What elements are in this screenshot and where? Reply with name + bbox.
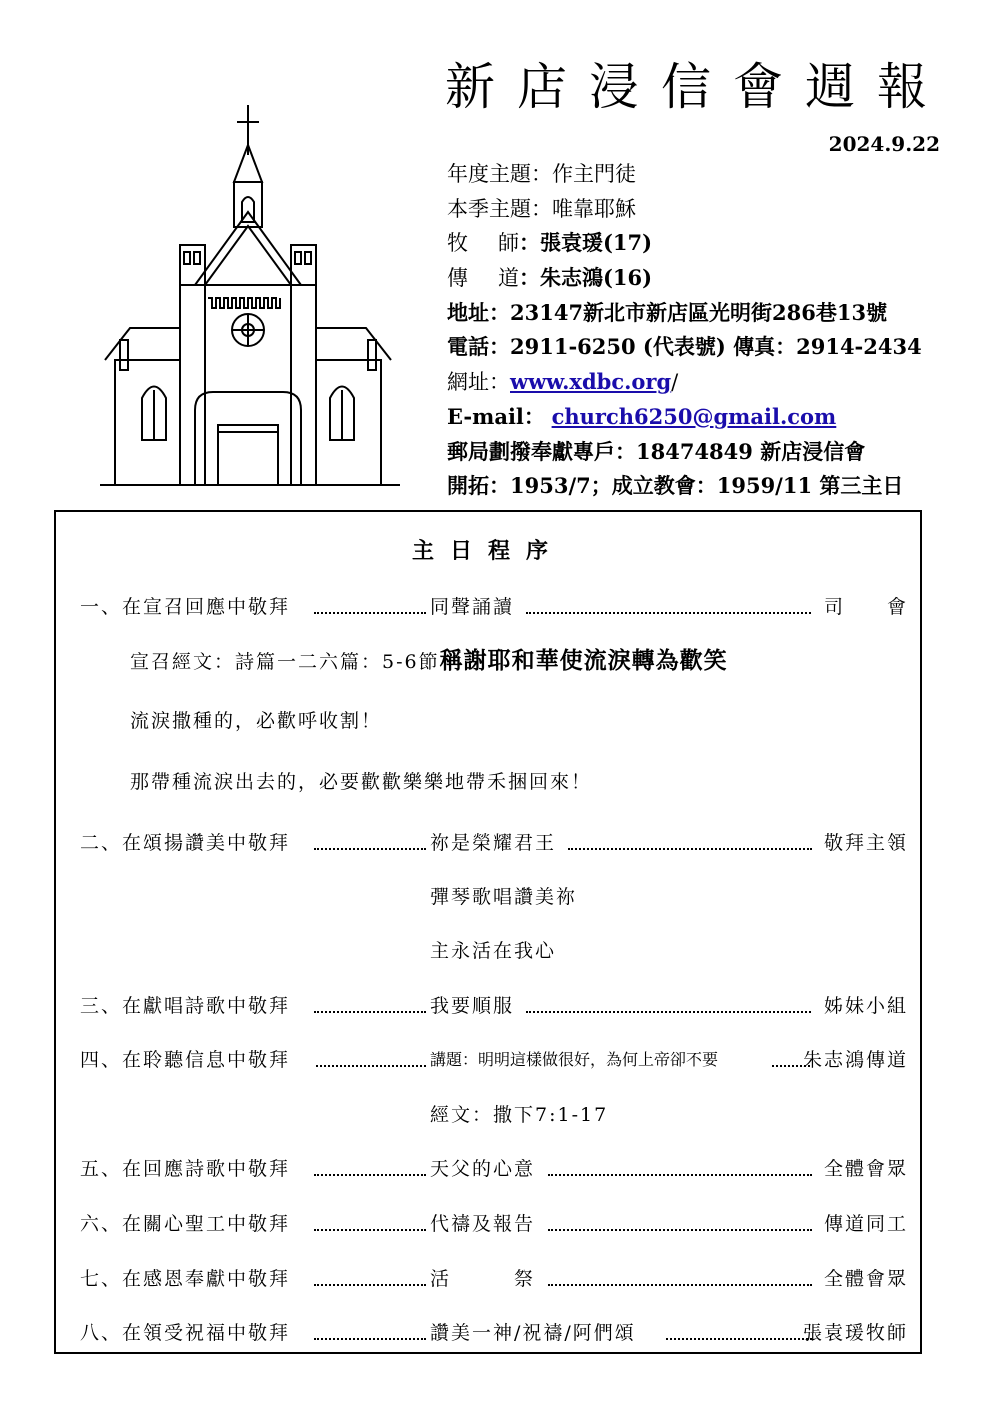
item-content: 天父的心意: [430, 1158, 536, 1180]
dot-leader: [314, 1209, 426, 1231]
website-link[interactable]: www.xdbc.org: [510, 369, 672, 395]
founding-info: 開拓：1953/7；成立教會：1959/11 第三主日: [447, 473, 904, 499]
pastor-label: 牧師: [447, 231, 519, 256]
program-item: [80, 1209, 908, 1239]
annual-theme: 作主門徒: [552, 162, 636, 186]
postal-account: 郵局劃撥奉獻專戶：18474849 新店浸信會: [447, 438, 866, 464]
item-leader: 朱志鴻傳道: [802, 1049, 908, 1071]
call-scripture: [130, 646, 728, 676]
verse-line-2: 那帶種流淚出去的，必要歡歡樂樂地帶禾捆回來！: [130, 771, 593, 793]
address: 地址：23147新北市新店區光明街286巷13號: [447, 299, 888, 325]
program-item: [80, 991, 908, 1021]
dot-leader: [548, 1209, 812, 1231]
program-item: [80, 1154, 908, 1184]
item-content: 同聲誦讀: [430, 596, 515, 618]
preacher-name: ：朱志鴻(16): [519, 265, 653, 291]
dot-leader: [526, 991, 811, 1013]
season-theme: 唯靠耶穌: [552, 196, 636, 221]
pastor-row: [447, 226, 922, 261]
email-label: E-mail：: [447, 403, 545, 429]
item-leader: 全體會眾: [823, 1158, 908, 1180]
email-row: [447, 400, 922, 435]
dot-leader: [548, 1154, 812, 1176]
dot-leader: [548, 1264, 812, 1286]
item-leader: 姊妹小組: [823, 995, 908, 1017]
dot-leader: [526, 592, 811, 614]
annual-theme-row: [447, 157, 922, 192]
church-illustration: [100, 100, 400, 490]
program-item: [80, 1264, 908, 1294]
email-link[interactable]: church6250@gmail.com: [551, 403, 837, 429]
item-leader: 敬拜主領: [823, 832, 908, 854]
dot-leader: [314, 1318, 426, 1340]
website-label: 網址：: [447, 370, 510, 395]
season-theme-label: 本季主題：: [447, 196, 552, 221]
church-info: [447, 157, 922, 504]
item-title: 三、在獻唱詩歌中敬拜: [80, 995, 291, 1017]
item-leader: 全體會眾: [823, 1268, 908, 1290]
dot-leader: [314, 1154, 426, 1176]
preacher-row: [447, 261, 922, 296]
dot-leader: [568, 828, 812, 850]
dot-leader: [316, 1045, 426, 1067]
item-content: 讚美一神/祝禱/阿們頌: [430, 1322, 636, 1344]
phone-fax: 電話：2911-6250 (代表號) 傳真：2914-2434: [447, 334, 922, 360]
bulletin-title: 新店浸信會週報: [445, 58, 949, 116]
dot-leader: [314, 991, 426, 1013]
item-title: 八、在領受祝福中敬拜: [80, 1322, 291, 1344]
dot-leader: [666, 1318, 812, 1340]
sermon-scripture: 經文：撒下7:1-17: [430, 1104, 609, 1126]
song-2: 彈琴歌唱讚美祢: [430, 886, 578, 908]
item-leader: 傳道同工: [823, 1213, 908, 1235]
call-scripture-ref: 宣召經文：詩篇一二六篇：5-6節: [130, 651, 440, 673]
call-scripture-title: 稱謝耶和華使流淚轉為歡笑: [439, 647, 728, 674]
song-3: 主永活在我心: [430, 940, 557, 962]
annual-theme-label: 年度主題：: [447, 162, 552, 186]
dot-leader: [314, 1264, 426, 1286]
website-row: [447, 365, 922, 400]
dot-leader: [314, 592, 426, 614]
item-content: 我要順服: [430, 995, 515, 1017]
program-item: [80, 592, 908, 622]
program-item: [80, 828, 908, 858]
item-title: 四、在聆聽信息中敬拜: [80, 1049, 291, 1071]
item-leader: 司 會: [823, 596, 908, 618]
item-title: 一、在宣召回應中敬拜: [80, 596, 291, 618]
item-title: 二、在頌揚讚美中敬拜: [80, 832, 291, 854]
dot-leader: [314, 828, 426, 850]
item-content: 祢是榮耀君王: [430, 832, 557, 854]
item-content: 講題：明明這樣做很好，為何上帝卻不要: [430, 1050, 719, 1069]
season-theme-row: [447, 192, 922, 227]
program-item: [80, 1318, 908, 1348]
item-leader: 張袁瑗牧師: [802, 1322, 908, 1344]
item-content: 代禱及報告: [430, 1213, 536, 1235]
sunday-program: [54, 510, 922, 1354]
pastor-name: ：張袁瑗(17): [519, 230, 653, 256]
verse-line-1: 流淚撒種的，必歡呼收割！: [130, 710, 383, 732]
preacher-label: 傳道: [447, 266, 519, 291]
program-item: [80, 1045, 908, 1075]
bulletin-date: 2024.9.22: [828, 132, 940, 156]
item-title: 五、在回應詩歌中敬拜: [80, 1158, 291, 1180]
item-title: 七、在感恩奉獻中敬拜: [80, 1268, 291, 1290]
program-heading: 主日程序: [411, 538, 564, 564]
website-suffix: /: [671, 370, 679, 395]
item-title: 六、在關心聖工中敬拜: [80, 1213, 291, 1235]
item-content: 活 祭: [430, 1268, 536, 1290]
